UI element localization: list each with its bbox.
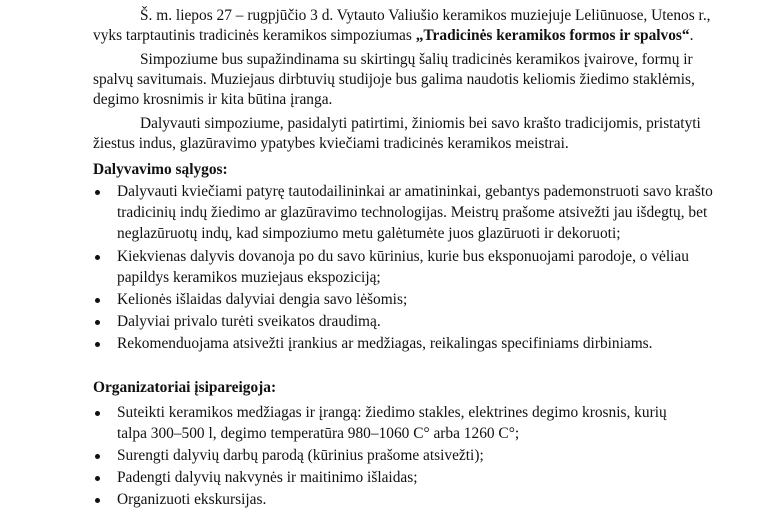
list-item-line: papildys keramikos muziejaus ekspoziciją;: [117, 269, 381, 286]
list-item-line: Suteikti keramikos medžiagas ir įrangą: žiedimo stakles, elektrines degimo krosnis, kurių: [117, 404, 667, 421]
symposium-title: „Tradicinės keramikos formos ir spalvos“: [415, 27, 690, 44]
bullet-icon: [95, 255, 100, 260]
bullet-icon: [95, 476, 100, 481]
list-item-line: talpa 300–500 l, degimo temperatūra 980–1060 C° arba 1260 C°;: [117, 425, 520, 442]
conditions-heading: Dalyvavimo sąlygos:: [93, 161, 228, 178]
list-item-line: neglazūruotų indų, kad simpoziumo metu galėtumėte juos glazūruoti ir dekoruoti;: [117, 225, 621, 242]
list-item-line: Dalyvauti kviečiami patyrę tautodailininkai ar amatininkai, gebantys pademonstruoti savo krašto: [117, 183, 713, 200]
bullet-icon: [95, 411, 100, 416]
list-item-line: Surengti dalyvių darbų parodą (kūrinius prašome atsivežti);: [117, 447, 484, 464]
intro-paragraph-1-line-1: Š. m. liepos 27 – rugpjūčio 3 d. Vytauto Valiušio keramikos muziejuje Leliūnuose, Utenos r.,: [140, 7, 711, 24]
list-item-line: Kiekvienas dalyvis dovanoja po du savo kūrinius, kurie bus eksponuojami parodoje, o vėliau: [117, 248, 689, 265]
organizers-heading: Organizatoriai įsipareigoja:: [93, 379, 277, 396]
bullet-icon: [95, 498, 100, 503]
list-item-line: Rekomenduojama atsivežti įrankius ar medžiagas, reikalingas specifiniams dirbiniams.: [117, 335, 653, 352]
list-item-line: Dalyviai privalo turėti sveikatos draudimą.: [117, 313, 381, 330]
intro-paragraph-2-line-2: spalvų savitumais. Muziejaus dirbtuvių studijoje bus galima naudotis keliomis žiedimo staklėmis,: [93, 71, 695, 88]
list-item-line: tradicinių indų žiedimo ar glazūravimo technologijas. Meistrų prašome atsivežti jau išdegtų, bet: [117, 204, 708, 221]
list-item-line: Organizuoti ekskursijas.: [117, 491, 267, 508]
intro-paragraph-1-line-2: [93, 26, 693, 46]
intro-period: .: [689, 27, 694, 44]
intro-paragraph-2-line-1: Simpoziume bus supažindinama su skirtingų šalių tradicinės keramikos įvairove, formų ir: [140, 51, 693, 68]
bullet-icon: [95, 298, 100, 303]
bullet-icon: [95, 190, 100, 195]
bullet-icon: [95, 342, 100, 347]
intro-paragraph-2-line-3: degimo krosnimis ir kita būtina įranga.: [93, 91, 333, 108]
bullet-icon: [95, 454, 100, 459]
intro-text: vyks tarptautinis tradicinės keramikos simpoziumas: [93, 27, 416, 44]
intro-paragraph-3-line-1: Dalyvauti simpoziume, pasidalyti patirtimi, žiniomis bei savo krašto tradicijomis, pristatyti: [140, 115, 701, 132]
list-item-line: Kelionės išlaidas dalyviai dengia savo lėšomis;: [117, 291, 408, 308]
bullet-icon: [95, 320, 100, 325]
list-item-line: Padengti dalyvių nakvynės ir maitinimo išlaidas;: [117, 469, 418, 486]
intro-paragraph-3-line-2: žiestus indus, glazūravimo ypatybes kviečiami tradicinės keramikos meistrai.: [93, 135, 569, 152]
